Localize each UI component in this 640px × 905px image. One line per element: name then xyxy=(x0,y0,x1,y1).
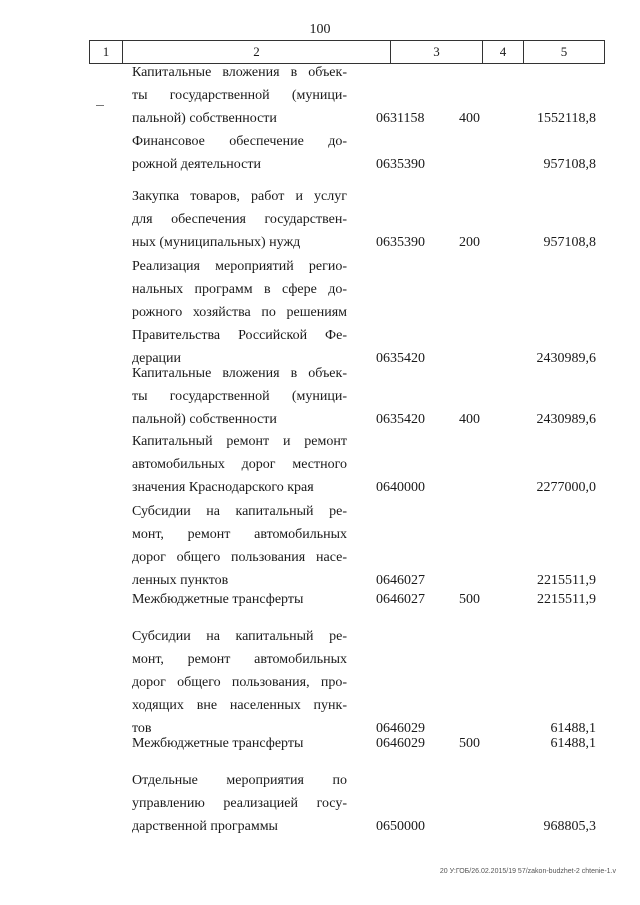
description-line: Правительства Российской Фе- xyxy=(132,328,347,343)
row-amount: 61488,1 xyxy=(550,721,596,736)
row-code: 0635390 xyxy=(376,157,425,172)
description-line: рожной деятельности xyxy=(132,157,261,172)
row-description xyxy=(132,362,347,431)
row-amount: 2430989,6 xyxy=(536,351,596,366)
description-line: монт, ремонт автомобильных xyxy=(132,527,347,542)
row-code: 0646027 xyxy=(376,592,425,607)
description-line: пальной) собственности xyxy=(132,111,277,126)
row-amount: 957108,8 xyxy=(543,157,596,172)
margin-mark xyxy=(96,105,104,106)
description-line: Капитальные вложения в объек- xyxy=(132,65,347,80)
row-code: 0635420 xyxy=(376,412,425,427)
row-code: 0631158 xyxy=(376,111,425,126)
description-line: ных (муниципальных) нужд xyxy=(132,235,301,250)
row-description xyxy=(132,500,347,592)
row-code: 0640000 xyxy=(376,480,425,495)
header-col-3: 3 xyxy=(391,41,483,63)
row-code: 0646029 xyxy=(376,736,425,751)
row-code: 0646029 xyxy=(376,721,425,736)
row-code: 0635420 xyxy=(376,351,425,366)
row-amount: 2215511,9 xyxy=(537,573,596,588)
description-line: пальной) собственности xyxy=(132,412,277,427)
description-line: Капитальные вложения в объек- xyxy=(132,366,347,381)
row-description xyxy=(132,430,347,499)
row-description xyxy=(132,625,347,740)
row-description xyxy=(132,255,347,370)
description-line: ты государственной (муници- xyxy=(132,88,347,103)
row-kind: 200 xyxy=(459,235,480,250)
description-line: нальных программ в сфере до- xyxy=(132,282,347,297)
header-col-4: 4 xyxy=(483,41,524,63)
description-line: Реализация мероприятий регио- xyxy=(132,259,347,274)
row-kind: 500 xyxy=(459,592,480,607)
row-code: 0650000 xyxy=(376,819,425,834)
header-col-2: 2 xyxy=(123,41,391,63)
description-line: Отдельные мероприятия по xyxy=(132,773,347,788)
description-line: управлению реализацией госу- xyxy=(132,796,347,811)
row-description xyxy=(132,61,347,130)
description-line: ты государственной (муници- xyxy=(132,389,347,404)
row-description xyxy=(132,769,347,838)
row-amount: 957108,8 xyxy=(543,235,596,250)
description-line: Финансовое обеспечение до- xyxy=(132,134,347,149)
description-line: дарственной программы xyxy=(132,819,278,834)
description-line: Межбюджетные трансферты xyxy=(132,736,304,751)
row-description xyxy=(132,588,347,611)
row-amount: 2430989,6 xyxy=(536,412,596,427)
description-line: Субсидии на капитальный ре- xyxy=(132,504,347,519)
row-amount: 61488,1 xyxy=(550,736,596,751)
description-line: ходящих вне населенных пунк- xyxy=(132,698,347,713)
row-kind: 400 xyxy=(459,412,480,427)
row-kind: 400 xyxy=(459,111,480,126)
page-number: 100 xyxy=(309,22,331,37)
header-col-5: 5 xyxy=(560,44,568,59)
footer-path: 20 У:ГОБ/26.02.2015/19 57/zakon-budzhet-2 chtenie-1.v xyxy=(439,868,616,875)
row-code: 0646027 xyxy=(376,573,425,588)
description-line: рожного хозяйства по решениям xyxy=(132,305,347,320)
description-line: для обеспечения государствен- xyxy=(132,212,347,227)
row-amount: 1552118,8 xyxy=(537,111,596,126)
description-line: тов xyxy=(132,721,152,736)
row-amount: 2277000,0 xyxy=(536,480,596,495)
description-line: дорог общего пользования, про- xyxy=(132,675,347,690)
description-line: Капитальный ремонт и ремонт xyxy=(132,434,347,449)
row-amount: 968805,3 xyxy=(543,819,596,834)
header-col-1: 1 xyxy=(90,41,123,63)
description-line: монт, ремонт автомобильных xyxy=(132,652,347,667)
row-description xyxy=(132,185,347,254)
description-line: автомобильных дорог местного xyxy=(132,457,347,472)
description-line: Межбюджетные трансферты xyxy=(132,592,304,607)
description-line: значения Краснодарского края xyxy=(132,480,314,495)
description-line: Субсидии на капитальный ре- xyxy=(132,629,347,644)
row-amount: 2215511,9 xyxy=(537,592,596,607)
row-description xyxy=(132,130,347,176)
description-line: Закупка товаров, работ и услуг xyxy=(132,189,347,204)
description-line: дорог общего пользования насе- xyxy=(132,550,347,565)
description-line: дерации xyxy=(132,351,182,366)
row-kind: 500 xyxy=(459,736,480,751)
row-code: 0635390 xyxy=(376,235,425,250)
row-description xyxy=(132,732,347,755)
description-line: ленных пунктов xyxy=(132,573,229,588)
